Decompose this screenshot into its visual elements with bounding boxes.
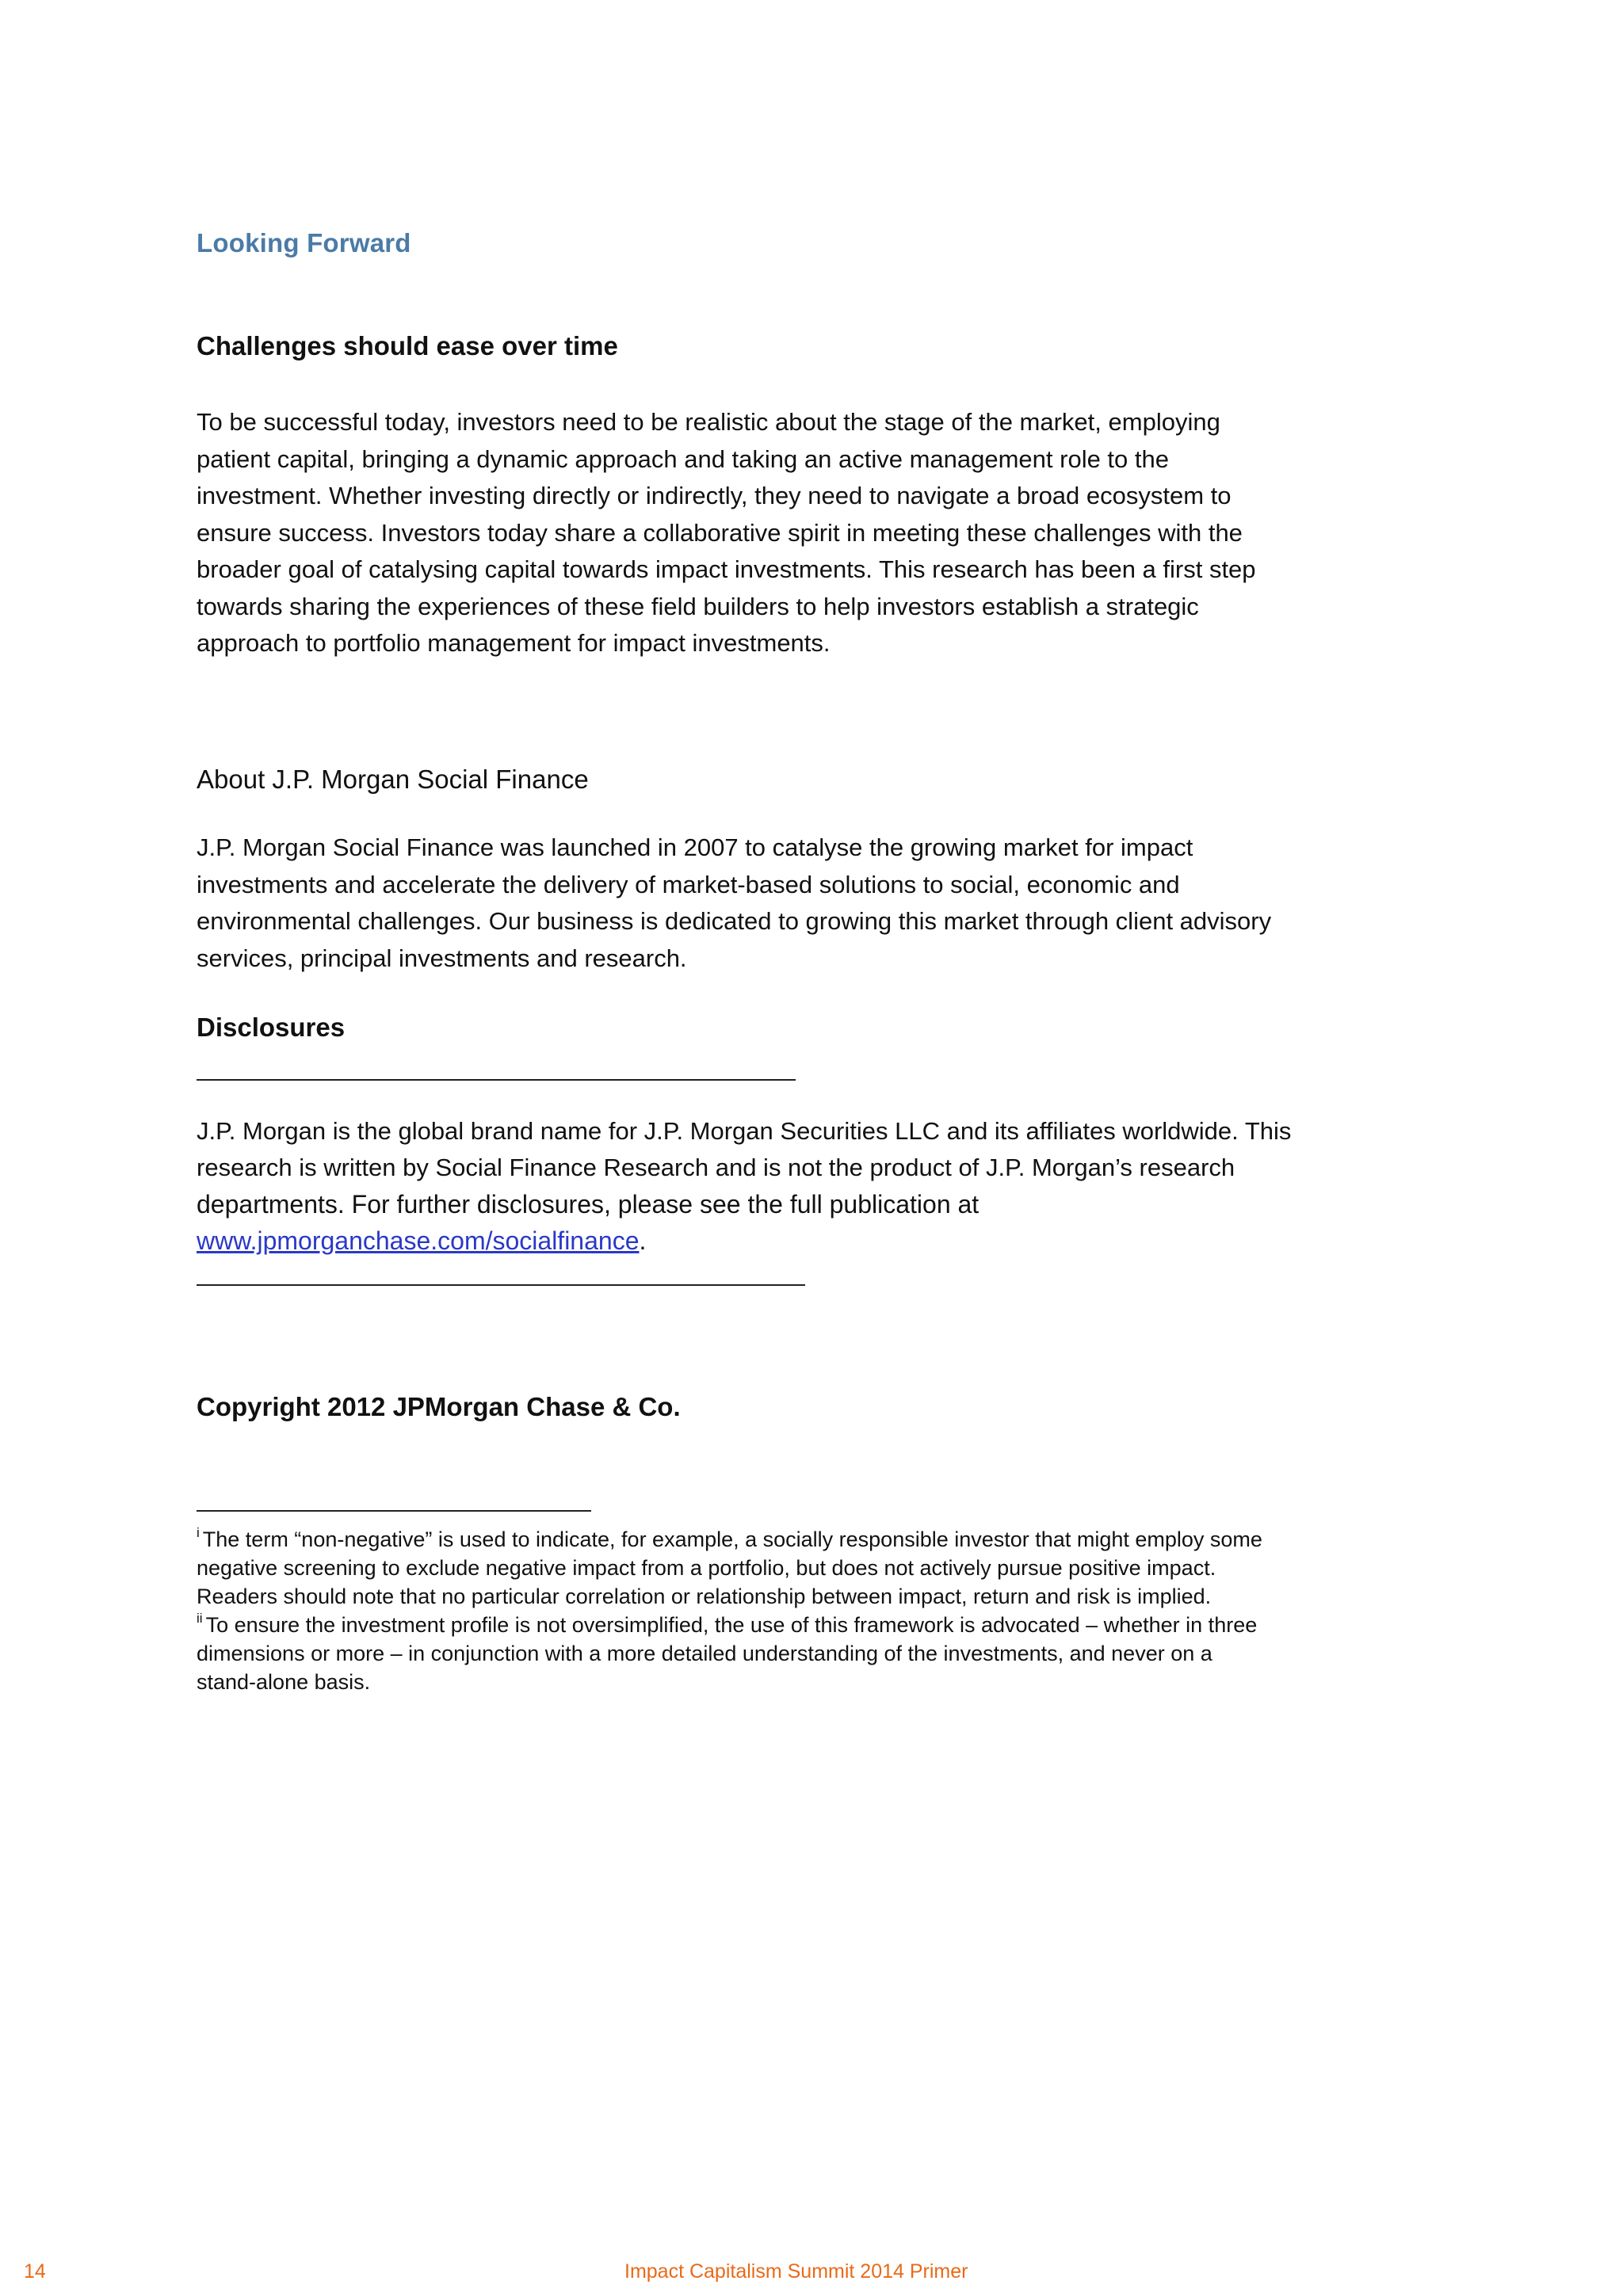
footnote-line: stand-alone basis. bbox=[197, 1670, 371, 1694]
footnote-line bbox=[197, 1611, 1441, 1639]
footnote-line: Readers should note that no particular correlation or relationship between impact, return and risk is implied. bbox=[197, 1585, 1212, 1608]
page-number: 14 bbox=[24, 2260, 46, 2283]
challenges-line: investment. Whether investing directly or indirectly, they need to navigate a broad ecosystem to bbox=[197, 482, 1232, 509]
footnote-marker: i bbox=[197, 1525, 200, 1540]
about-paragraph bbox=[197, 830, 1433, 977]
footnote-separator bbox=[197, 1510, 591, 1512]
section-title: Looking Forward bbox=[197, 228, 411, 257]
link-period: . bbox=[639, 1226, 647, 1255]
challenges-heading: Challenges should ease over time bbox=[197, 331, 618, 360]
disclosures-paragraph bbox=[197, 1113, 1433, 1259]
about-line: environmental challenges. Our business is dedicated to growing this market through client advisory bbox=[197, 907, 1272, 935]
challenges-line: To be successful today, investors need to be realistic about the stage of the market, employing bbox=[197, 408, 1220, 436]
challenges-line: ensure success. Investors today share a collaborative spirit in meeting these challenges with the bbox=[197, 518, 1243, 547]
about-line: J.P. Morgan Social Finance was launched in 2007 to catalyse the growing market for impact bbox=[197, 833, 1193, 861]
about-line: investments and accelerate the delivery of market-based solutions to social, economic and bbox=[197, 870, 1180, 898]
challenges-paragraph bbox=[197, 404, 1433, 662]
footnote-line: dimensions or more – in conjunction with a more detailed understanding of the investments, and never on a bbox=[197, 1642, 1212, 1665]
footnotes bbox=[197, 1525, 1441, 1696]
about-line: services, principal investments and research. bbox=[197, 944, 687, 972]
disclosures-link-line bbox=[197, 1222, 1433, 1259]
social-finance-link[interactable]: www.jpmorganchase.com/socialfinance bbox=[197, 1226, 640, 1255]
footnote-text: The term “non-negative” is used to indicate, for example, a socially responsible investor that might employ some bbox=[202, 1527, 1262, 1551]
challenges-line: approach to portfolio management for impact investments. bbox=[197, 629, 831, 657]
disclosures-line: departments. For further disclosures, please see the full publication at bbox=[197, 1190, 980, 1219]
footer-publication-title: Impact Capitalism Summit 2014 Primer bbox=[624, 2260, 968, 2283]
footnote-line bbox=[197, 1525, 1441, 1554]
disclosures-line: J.P. Morgan is the global brand name for J.P. Morgan Securities LLC and its affiliates worldwide. This bbox=[197, 1117, 1292, 1145]
about-heading: About J.P. Morgan Social Finance bbox=[197, 765, 589, 794]
footnote-line: negative screening to exclude negative impact from a portfolio, but does not actively pursue positive impact. bbox=[197, 1556, 1216, 1580]
footnote-marker: ii bbox=[197, 1611, 203, 1626]
footnote-text: To ensure the investment profile is not oversimplified, the use of this framework is advocated – whether in three bbox=[205, 1613, 1258, 1637]
copyright-notice: Copyright 2012 JPMorgan Chase & Co. bbox=[197, 1392, 681, 1421]
challenges-line: towards sharing the experiences of these field builders to help investors establish a strategic bbox=[197, 592, 1199, 620]
challenges-line: broader goal of catalysing capital towards impact investments. This research has been a first step bbox=[197, 555, 1256, 583]
disclosures-top-rule bbox=[197, 1079, 796, 1081]
challenges-line: patient capital, bringing a dynamic approach and taking an active management role to the bbox=[197, 444, 1169, 473]
disclosures-line: research is written by Social Finance Research and is not the product of J.P. Morgan’s research bbox=[197, 1154, 1235, 1181]
disclosures-bottom-rule bbox=[197, 1284, 805, 1286]
disclosures-heading: Disclosures bbox=[197, 1013, 346, 1042]
